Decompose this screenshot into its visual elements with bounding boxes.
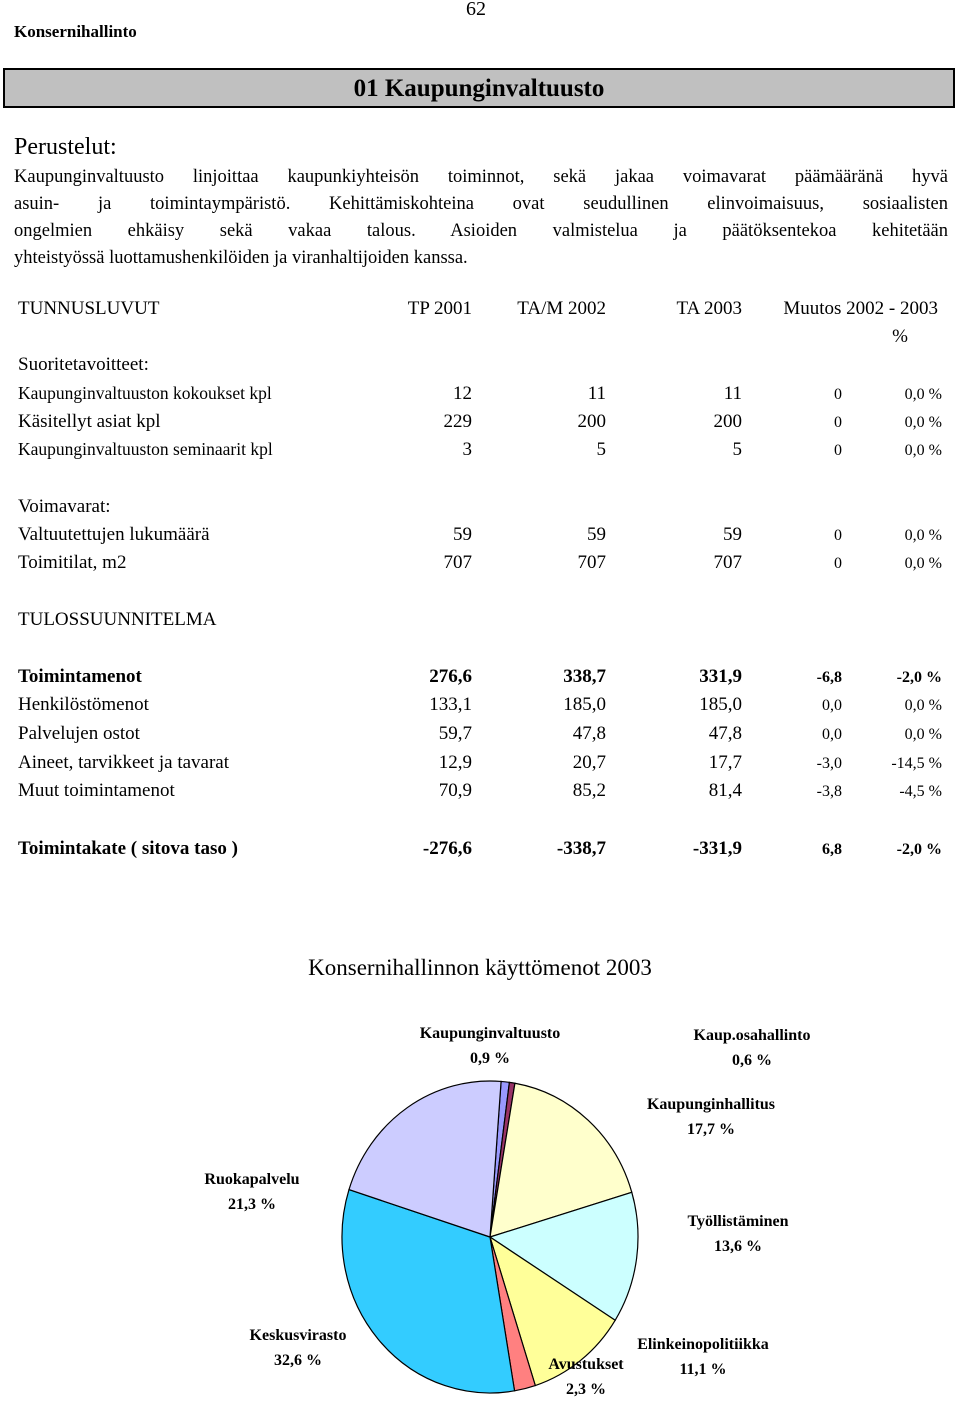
- row-pct: -14,5 %: [891, 755, 942, 772]
- pie-label-kaupunginhallitus: [630, 1092, 792, 1142]
- row-muutos: 0: [834, 442, 842, 459]
- row-muutos: 0: [834, 555, 842, 572]
- row-pct: 0,0 %: [904, 726, 942, 743]
- row-ta2003: 5: [732, 439, 742, 460]
- row-tp2001: 276,6: [429, 666, 472, 687]
- pie-label-name: Keskusvirasto: [249, 1327, 347, 1344]
- row-muutos: 0: [834, 386, 842, 403]
- page-number: 62: [466, 0, 486, 20]
- row-tp2001: 59: [453, 524, 472, 545]
- row-label: Aineet, tarvikkeet ja tavarat: [18, 752, 230, 773]
- row-pct: 0,0 %: [904, 527, 942, 544]
- row-pct: 0,0 %: [904, 386, 942, 403]
- pie-label-value: 32,6 %: [274, 1352, 322, 1369]
- row-label: Palvelujen ostot: [18, 723, 140, 744]
- row-pct: -2,0 %: [896, 669, 942, 686]
- pie-label-avustukset: [532, 1352, 640, 1402]
- chart-title: Konsernihallinnon käyttömenot 2003: [308, 955, 652, 980]
- header-tunnusluvut: TUNNUSLUVUT: [18, 298, 160, 319]
- header-tp2001: TP 2001: [407, 298, 472, 319]
- row-ta2002: 5: [596, 439, 606, 460]
- pie-label-value: 2,3 %: [566, 1381, 606, 1398]
- total-tp2001: -276,6: [422, 838, 472, 859]
- perustelut-line-2: asuin- ja toimintaympäristö. Kehittämiskohteina ovat seudullinen elinvoimaisuus, sosiaalisten: [14, 194, 948, 214]
- row-label: Valtuutettujen lukumäärä: [18, 524, 210, 545]
- row-label: Henkilöstömenot: [18, 694, 149, 715]
- row-muutos: 0,0: [822, 697, 842, 714]
- perustelut-line-1: Kaupunginvaltuusto linjoittaa kaupunkiyhteisön toiminnot, sekä jakaa voimavarat päämääränä hyvä: [14, 167, 948, 187]
- row-tp2001: 3: [462, 439, 472, 460]
- row-ta2002: 47,8: [572, 723, 606, 744]
- header-pct: %: [892, 326, 908, 347]
- row-ta2003: 17,7: [708, 752, 742, 773]
- pie-label-name: Kaupunginvaltuusto: [419, 1025, 561, 1042]
- total-label: Toimintakate ( sitova taso ): [18, 838, 238, 859]
- perustelut-heading: Perustelut:: [14, 134, 117, 160]
- pie-label-name: Elinkeinopolitiikka: [637, 1336, 769, 1353]
- pie-label-value: 0,6 %: [732, 1052, 772, 1069]
- total-pct: -2,0 %: [896, 841, 942, 858]
- row-tp2001: 707: [443, 552, 472, 573]
- row-tp2001: 12,9: [438, 752, 472, 773]
- pie-label-name: Kaup.osahallinto: [693, 1027, 811, 1044]
- row-muutos: -6,8: [816, 669, 842, 686]
- row-ta2003: 185,0: [699, 694, 742, 715]
- pie-label-name: Avustukset: [548, 1356, 624, 1373]
- row-muutos: 0: [834, 527, 842, 544]
- row-ta2002: 200: [577, 411, 606, 432]
- pie-label-name: Työllistäminen: [687, 1213, 789, 1230]
- total-muutos: 6,8: [822, 841, 842, 858]
- row-ta2002: 59: [587, 524, 606, 545]
- row-muutos: 0: [834, 414, 842, 431]
- row-pct: 0,0 %: [904, 414, 942, 431]
- row-label: Kaupunginvaltuuston seminaarit kpl: [18, 439, 273, 459]
- pie-label-value: 13,6 %: [714, 1238, 762, 1255]
- suoritetavoitteet-heading: Suoritetavoitteet:: [18, 354, 149, 375]
- voimavarat-heading: Voimavarat:: [18, 496, 111, 517]
- pie-label-value: 11,1 %: [679, 1361, 727, 1378]
- row-muutos: -3,8: [816, 783, 842, 800]
- row-tp2001: 70,9: [438, 780, 472, 801]
- header-ta2002: TA/M 2002: [517, 298, 606, 319]
- pie-label-name: Ruokapalvelu: [204, 1171, 300, 1188]
- row-ta2002: 185,0: [563, 694, 606, 715]
- total-ta2002: -338,7: [556, 838, 606, 859]
- row-ta2003: 200: [713, 411, 742, 432]
- row-tp2001: 133,1: [429, 694, 472, 715]
- row-pct: 0,0 %: [904, 697, 942, 714]
- row-ta2002: 85,2: [572, 780, 606, 801]
- pie-label-elinkeinopolitiikka: [620, 1332, 786, 1382]
- pie-label-value: 17,7 %: [687, 1121, 735, 1138]
- page-title: 01 Kaupunginvaltuusto: [3, 68, 955, 108]
- header-section-name: Konsernihallinto: [14, 22, 137, 41]
- row-label: Kaupunginvaltuuston kokoukset kpl: [18, 383, 272, 403]
- row-label: Käsitellyt asiat kpl: [18, 411, 161, 432]
- pie-label-keskusvirasto: [232, 1323, 364, 1373]
- pie-label-ruokapalvelu: [188, 1167, 316, 1217]
- row-ta2002: 11: [587, 383, 606, 404]
- pie-label-kaupunginvaltuusto: [402, 1021, 578, 1071]
- row-ta2003: 11: [723, 383, 742, 404]
- header-ta2003: TA 2003: [676, 298, 742, 319]
- row-muutos: -3,0: [816, 755, 842, 772]
- pie-label-value: 21,3 %: [228, 1196, 276, 1213]
- pie-label-name: Kaupunginhallitus: [646, 1096, 776, 1113]
- row-muutos: 0,0: [822, 726, 842, 743]
- pie-label-value: 0,9 %: [470, 1050, 510, 1067]
- row-ta2003: 59: [723, 524, 742, 545]
- row-ta2003: 81,4: [708, 780, 742, 801]
- row-pct: 0,0 %: [904, 555, 942, 572]
- row-label: Toimitilat, m2: [18, 552, 127, 573]
- row-ta2003: 47,8: [708, 723, 742, 744]
- row-tp2001: 59,7: [438, 723, 472, 744]
- pie-label-kaup-osahallinto: [672, 1023, 832, 1073]
- row-pct: -4,5 %: [899, 783, 942, 800]
- row-ta2003: 707: [713, 552, 742, 573]
- row-label: Toimintamenot: [18, 666, 142, 687]
- header-muutos: Muutos 2002 - 2003: [783, 298, 938, 319]
- row-tp2001: 229: [443, 411, 472, 432]
- row-ta2002: 20,7: [572, 752, 606, 773]
- row-ta2003: 331,9: [699, 666, 742, 687]
- row-label: Muut toimintamenot: [18, 780, 175, 801]
- row-ta2002: 338,7: [563, 666, 606, 687]
- perustelut-line-3: ongelmien ehkäisy sekä vakaa talous. Asioiden valmistelua ja päätöksentekoa kehitetään: [14, 221, 948, 241]
- row-tp2001: 12: [453, 383, 472, 404]
- row-ta2002: 707: [577, 552, 606, 573]
- perustelut-line-4: yhteistyössä luottamushenkilöiden ja viranhaltijoiden kanssa.: [14, 248, 468, 268]
- tulossuunnitelma-heading: TULOSSUUNNITELMA: [18, 609, 217, 630]
- total-ta2003: -331,9: [692, 838, 742, 859]
- row-pct: 0,0 %: [904, 442, 942, 459]
- pie-label-tyollistaminen: [672, 1209, 804, 1259]
